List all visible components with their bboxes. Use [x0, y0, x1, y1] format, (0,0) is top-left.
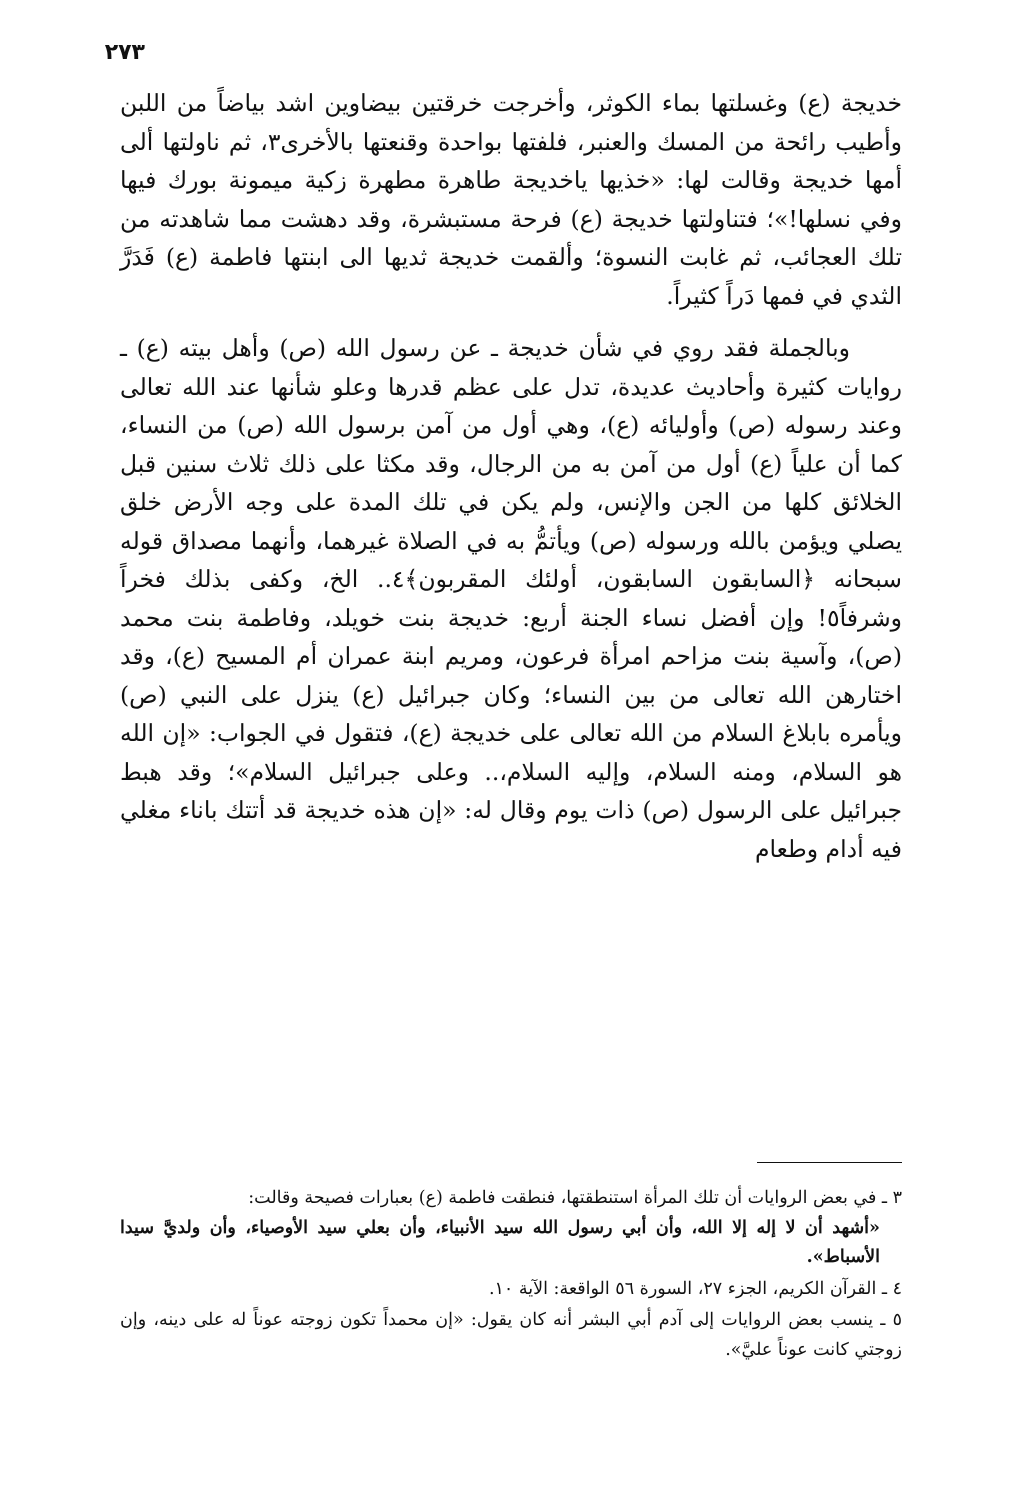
footnote-3 [120, 1184, 902, 1273]
footnote-4-text: ٤ ـ القرآن الكريم، الجزء ٢٧، السورة ٥٦ الواقعة: الآية ١٠. [488, 1278, 902, 1299]
paragraph-2: وبالجملة فقد روي في شأن خديجة ـ عن رسول الله (ص) وأهل بيته (ع) ـ روايات كثيرة وأحاديث عديدة، تدل على عظم قدرها وعلو شأنها عند الله تعالى وعند رسوله (ص) وأوليائه (ع)، وهي أول من آمن برسول الله (ص) من النساء، كما أن علياً (ع) أول من آمن به من الرجال، وقد مكثا على ذلك ثلاث سنين قبل الخلائق كلها من الجن والإنس، ولم يكن في تلك المدة على وجه الأرض خلق يصلي ويؤمن بالله ورسوله (ص) ويأتمُّ به في الصلاة غيرهما، وأنهما مصداق قوله سبحانه ﴿السابقون السابقون، أولئك المقربون﴾٤.. الخ، وكفى بذلك فخراً وشرفاً٥! وإن أفضل نساء الجنة أربع: خديجة بنت خويلد، وفاطمة بنت محمد (ص)، وآسية بنت مزاحم امرأة فرعون، ومريم ابنة عمران أم المسيح (ع)، وقد اختارهن الله تعالى من بين النساء؛ وكان جبرائيل (ع) ينزل على النبي (ص) ويأمره بابلاغ السلام من الله تعالى على خديجة (ع)، فتقول في الجواب: «إن الله هو السلام، ومنه السلام، وإليه السلام،.. وعلى جبرائيل السلام»؛ وقد هبط جبرائيل على الرسول (ص) ذات يوم وقال له: «إن هذه خديجة قد أتتك باناء مغلي فيه أدام وطعام [120, 334, 902, 863]
main-text [120, 84, 902, 868]
footnote-separator [757, 1162, 902, 1163]
footnote-4 [120, 1275, 902, 1305]
footnote-3-text: ٣ ـ في بعض الروايات أن تلك المرأة استنطقتها، فنطقت فاطمة (ع) بعبارات فصيحة وقالت: [248, 1188, 902, 1208]
footnote-5 [120, 1306, 902, 1365]
paragraph-1: خديجة (ع) وغسلتها بماء الكوثر، وأخرجت خرقتين بيضاوين اشد بياضاً من اللبن وأطيب رائحة من المسك والعنبر، فلفتها بواحدة وقنعتها بالأخرى٣، ثم ناولتها ألى أمها خديجة وقالت لها: «خذيها ياخديجة طاهرة مطهرة زكية ميمونة بورك فيها وفي نسلها!»؛ فتناولتها خديجة (ع) فرحة مستبشرة، وقد دهشت مما شاهدته من تلك العجائب، ثم غابت النسوة؛ وألقمت خديجة ثديها الى ابنتها فاطمة (ع) فَدَرَّ الثدي في فمها دَراً كثيراً. [120, 89, 902, 310]
footnotes [120, 1184, 902, 1367]
page-number: ٢٧٣ [104, 40, 145, 65]
footnote-5-text: ٥ ـ ينسب بعض الروايات إلى آدم أبي البشر أنه كان يقول: «إن محمداً تكون زوجته عوناً له على دينه، وإن زوجتي كانت عوناً عليَّ». [120, 1310, 902, 1360]
footnote-3-quote: «أشهد أن لا إله إلا الله، وأن أبي رسول الله سيد الأنبياء، وأن بعلي سيد الأوصياء، وأن ولديَّ سيدا الأسباط». [120, 1217, 880, 1267]
